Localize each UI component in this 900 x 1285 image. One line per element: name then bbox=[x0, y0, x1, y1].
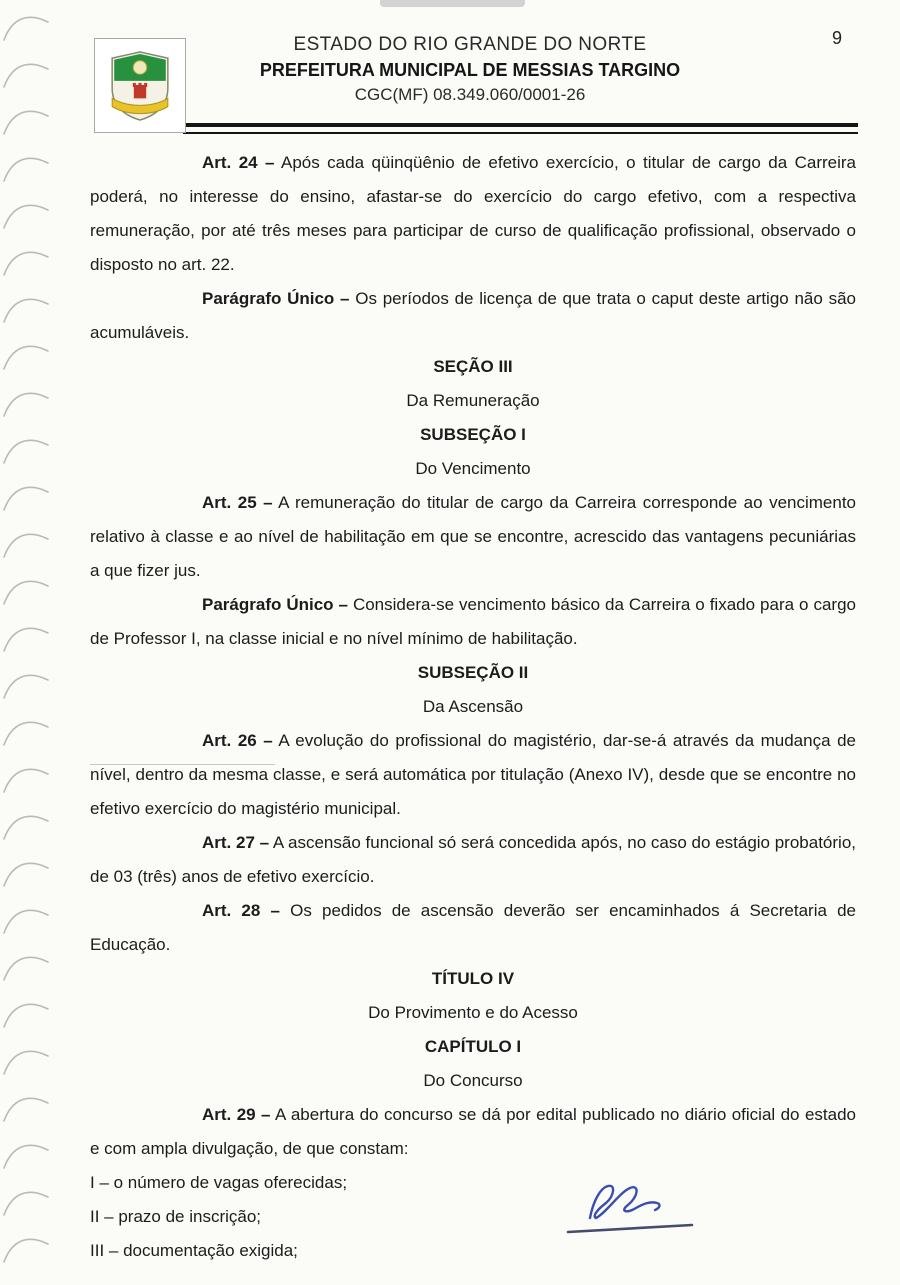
subsection-2-subtitle: Da Ascensão bbox=[422, 697, 524, 716]
section-3-subtitle: Da Remuneração bbox=[406, 391, 540, 410]
list-item-1: I – o número de vagas oferecidas; bbox=[90, 1173, 348, 1192]
page-number: 9 bbox=[832, 28, 843, 48]
article-24-text: Após cada qüinqüênio de efetivo exercício, o titular de cargo da Carreira poderá, no interesse do ensino, afastar-se do exercício do cargo efetivo, com a respectiva remuneração, por até três meses para participar de curso de qualificação profissional, observado o disposto no art. 22. bbox=[90, 153, 856, 274]
document-header bbox=[150, 34, 790, 105]
municipal-crest-box bbox=[94, 38, 186, 133]
paragraph-unico-art24 bbox=[90, 282, 856, 350]
paragraph-unico-art25-text: Considera-se vencimento básico da Carreira o fixado para o cargo de Professor I, na classe inicial e no nível mínimo de habilitação. bbox=[90, 595, 856, 648]
subsection-1-heading: SUBSEÇÃO I bbox=[420, 425, 526, 444]
title-4-subtitle: Do Provimento e do Acesso bbox=[368, 1003, 578, 1022]
title-4-heading: TÍTULO IV bbox=[431, 969, 515, 988]
article-25 bbox=[90, 486, 856, 588]
article-27-text: A ascensão funcional só será concedida após, no caso do estágio probatório, de 03 (três) anos de efetivo exercício. bbox=[90, 833, 857, 886]
article-28-text: Os pedidos de ascensão deverão ser encaminhados á Secretaria de Educação. bbox=[90, 901, 856, 954]
paragraph-unico-art25 bbox=[90, 588, 856, 656]
article-25-lead: Art. 25 – bbox=[202, 493, 273, 512]
subsection-2-heading: SUBSEÇÃO II bbox=[417, 663, 529, 682]
article-28 bbox=[90, 894, 856, 962]
handwritten-signature bbox=[560, 1178, 705, 1245]
article-24 bbox=[90, 146, 856, 282]
header-divider bbox=[183, 123, 858, 134]
header-cgc: CGC(MF) 08.349.060/0001-26 bbox=[354, 85, 586, 104]
paragraph-unico-art24-text: Os períodos de licença de que trata o caput deste artigo não são acumuláveis. bbox=[90, 289, 856, 342]
article-28-lead: Art. 28 – bbox=[202, 901, 280, 920]
article-29-lead: Art. 29 – bbox=[202, 1105, 271, 1124]
article-29 bbox=[90, 1098, 856, 1166]
article-26-text: A evolução do profissional do magistério, dar-se-á através da mudança de nível, dentro da mesma classe, e será automática por titulação (Anexo IV), desde que se encontre no efetivo exercício do magistério municipal. bbox=[90, 731, 856, 818]
article-25-text: A remuneração do titular de cargo da Carreira corresponde ao vencimento relativo à classe e ao nível de habilitação em que se encontre, acrescido das vantagens pecuniárias a que fizer jus. bbox=[90, 493, 856, 580]
section-3-heading: SEÇÃO III bbox=[433, 357, 513, 376]
article-27 bbox=[90, 826, 856, 894]
article-26-lead: Art. 26 – bbox=[202, 731, 273, 750]
list-item-2: II – prazo de inscrição; bbox=[90, 1207, 262, 1226]
article-27-lead: Art. 27 – bbox=[202, 833, 270, 852]
scan-artifact bbox=[380, 0, 525, 7]
chapter-1-heading: CAPÍTULO I bbox=[424, 1037, 522, 1056]
subsection-1-subtitle: Do Vencimento bbox=[415, 459, 531, 478]
article-26 bbox=[90, 724, 856, 826]
article-24-lead: Art. 24 – bbox=[202, 153, 275, 172]
paragraph-unico-art24-lead: Parágrafo Único – bbox=[202, 289, 350, 308]
header-municipality: PREFEITURA MUNICIPAL DE MESSIAS TARGINO bbox=[259, 60, 681, 80]
header-state: ESTADO DO RIO GRANDE DO NORTE bbox=[293, 34, 647, 55]
article-29-text: A abertura do concurso se dá por edital publicado no diário oficial do estado e com ampla divulgação, de que constam: bbox=[90, 1105, 856, 1158]
list-item-3: III – documentação exigida; bbox=[90, 1241, 298, 1260]
spiral-binding-marks bbox=[0, 4, 56, 1285]
chapter-1-subtitle: Do Concurso bbox=[423, 1071, 523, 1090]
document-body bbox=[90, 146, 856, 1268]
coat-of-arms-icon bbox=[107, 48, 173, 124]
paragraph-unico-art25-lead: Parágrafo Único – bbox=[202, 595, 348, 614]
